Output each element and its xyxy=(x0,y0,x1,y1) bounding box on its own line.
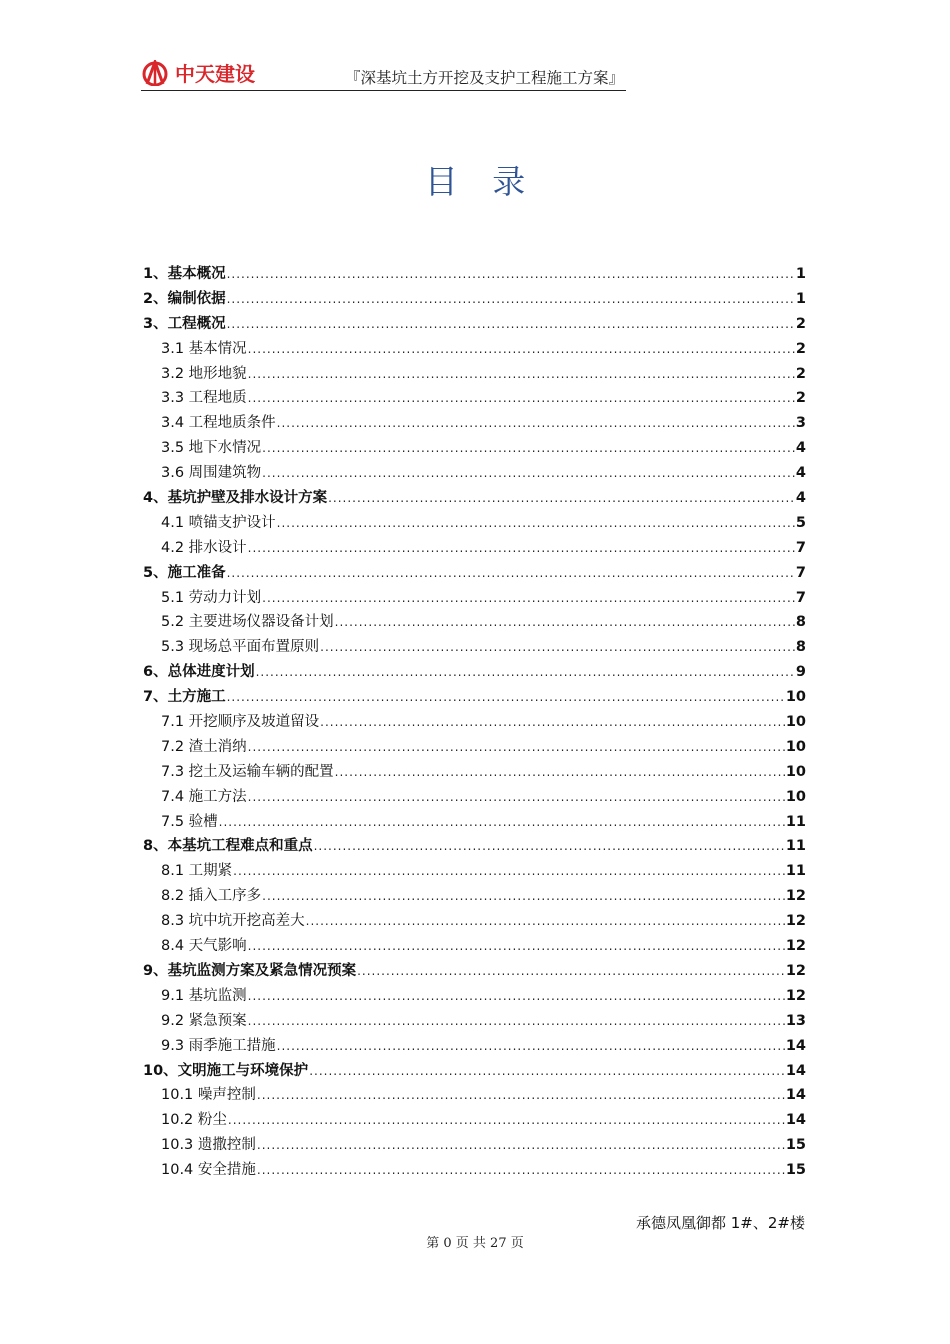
toc-leader-dots xyxy=(335,610,795,635)
toc-entry-page: 7 xyxy=(795,539,806,556)
toc-entry[interactable] xyxy=(143,735,806,760)
toc-leader-dots xyxy=(277,1034,785,1059)
toc-entry[interactable] xyxy=(143,610,806,635)
toc-entry-label: 10.1 噪声控制 xyxy=(161,1087,256,1104)
toc-entry[interactable] xyxy=(143,884,806,909)
toc-leader-dots xyxy=(248,362,795,387)
toc-entry-page: 1 xyxy=(795,290,806,307)
toc-leader-dots xyxy=(248,386,795,411)
toc-entry-page: 2 xyxy=(795,390,806,407)
toc-entry[interactable] xyxy=(143,362,806,387)
toc-entry-page: 3 xyxy=(795,415,806,432)
toc-entry-label: 10.3 遗撒控制 xyxy=(161,1137,256,1154)
toc-leader-dots xyxy=(227,312,795,337)
toc-entry-page: 14 xyxy=(785,1062,806,1079)
toc-leader-dots xyxy=(256,660,795,685)
toc-entry-label: 2、编制依据 xyxy=(143,290,226,307)
toc-entry-label: 3、工程概况 xyxy=(143,315,226,332)
toc-entry-label: 7、土方施工 xyxy=(143,689,226,706)
toc-entry-label: 3.5 地下水情况 xyxy=(161,440,262,457)
toc-leader-dots xyxy=(257,1083,785,1108)
toc-entry-page: 4 xyxy=(795,465,806,482)
toc-entry-page: 11 xyxy=(785,838,806,855)
toc-entry[interactable] xyxy=(143,1083,806,1108)
toc-leader-dots xyxy=(257,1158,785,1183)
toc-entry-label: 4.1 喷锚支护设计 xyxy=(161,514,276,531)
toc-entry[interactable] xyxy=(143,536,806,561)
toc-entry-label: 10、文明施工与环境保护 xyxy=(143,1062,309,1079)
toc-leader-dots xyxy=(227,262,795,287)
toc-entry-label: 3.6 周围建筑物 xyxy=(161,465,262,482)
toc-leader-dots xyxy=(248,1009,785,1034)
toc-leader-dots xyxy=(248,337,795,362)
toc-entry-page: 10 xyxy=(785,714,806,731)
toc-entry-page: 4 xyxy=(795,490,806,507)
toc-entry-label: 5.3 现场总平面布置原则 xyxy=(161,639,320,656)
toc-entry-page: 2 xyxy=(795,315,806,332)
toc-entry-page: 14 xyxy=(785,1037,806,1054)
toc-leader-dots xyxy=(227,685,785,710)
toc-entry-page: 7 xyxy=(795,564,806,581)
footer-page-number: 第 0 页 共 27 页 xyxy=(426,1236,524,1251)
document-title: 『深基坑土方开挖及支护工程施工方案』 xyxy=(344,69,624,87)
toc-leader-dots xyxy=(262,461,795,486)
toc-entry[interactable] xyxy=(143,386,806,411)
toc-entry-label: 10.4 安全措施 xyxy=(161,1162,256,1179)
toc-leader-dots xyxy=(357,959,785,984)
toc-leader-dots xyxy=(227,287,795,312)
toc-leader-dots xyxy=(248,785,785,810)
toc-leader-dots xyxy=(248,934,785,959)
toc-entry[interactable] xyxy=(143,959,806,984)
toc-entry-label: 8.4 天气影响 xyxy=(161,938,247,955)
toc-entry-page: 11 xyxy=(785,813,806,830)
toc-entry-label: 8、本基坑工程难点和重点 xyxy=(143,838,313,855)
toc-entry-label: 1、基本概况 xyxy=(143,266,226,282)
toc-entry[interactable] xyxy=(143,685,806,710)
toc-entry[interactable] xyxy=(143,461,806,486)
toc-entry-label: 7.1 开挖顺序及坡道留设 xyxy=(161,714,320,731)
toc-entry-label: 4、基坑护壁及排水设计方案 xyxy=(143,490,328,507)
toc-leader-dots xyxy=(227,561,795,586)
toc-entry-page: 12 xyxy=(785,913,806,930)
toc-entry-page: 10 xyxy=(785,788,806,805)
toc-entry-page: 15 xyxy=(785,1162,806,1179)
toc-leader-dots xyxy=(257,1133,785,1158)
toc-entry-label: 5、施工准备 xyxy=(143,564,226,581)
toc-entry-label: 8.2 插入工序多 xyxy=(161,888,262,905)
toc-leader-dots xyxy=(314,834,785,859)
logo-text: 中天建设 xyxy=(175,62,255,86)
toc-entry[interactable] xyxy=(143,337,806,362)
toc-leader-dots xyxy=(277,411,795,436)
toc-entry-label: 3.2 地形地貌 xyxy=(161,365,247,382)
toc-entry[interactable] xyxy=(143,586,806,611)
toc-entry-label: 3.3 工程地质 xyxy=(161,390,247,407)
toc-entry[interactable] xyxy=(143,1133,806,1158)
toc-entry[interactable] xyxy=(143,1108,806,1133)
toc-entry-label: 6、总体进度计划 xyxy=(143,664,255,681)
toc-entry-label: 7.3 挖土及运输车辆的配置 xyxy=(161,763,334,780)
toc-entry-page: 11 xyxy=(785,863,806,880)
footer-project: 承德凤凰御都 1#、2#楼 xyxy=(636,1214,805,1232)
toc-entry[interactable] xyxy=(143,760,806,785)
toc-entry[interactable] xyxy=(143,909,806,934)
toc-entry-page: 14 xyxy=(785,1112,806,1129)
toc-entry-page: 10 xyxy=(785,738,806,755)
toc-leader-dots xyxy=(309,1059,785,1084)
toc-entry-label: 9.2 紧急预案 xyxy=(161,1012,247,1029)
toc-entry[interactable] xyxy=(143,810,806,835)
toc-leader-dots xyxy=(306,909,785,934)
toc-entry[interactable] xyxy=(143,710,806,735)
toc-entry[interactable] xyxy=(143,660,806,685)
toc-entry-page: 8 xyxy=(795,614,806,631)
toc-entry[interactable] xyxy=(143,1158,806,1183)
toc-entry-page: 2 xyxy=(795,340,806,357)
toc-entry[interactable] xyxy=(143,312,806,337)
toc-entry[interactable] xyxy=(143,934,806,959)
toc-leader-dots xyxy=(277,511,795,536)
toc-entry-page: 5 xyxy=(795,514,806,531)
table-of-contents xyxy=(143,262,806,1183)
toc-entry-label: 8.3 坑中坑开挖高差大 xyxy=(161,913,305,930)
toc-leader-dots xyxy=(228,1108,785,1133)
toc-entry-page: 10 xyxy=(785,763,806,780)
toc-entry[interactable] xyxy=(143,1034,806,1059)
toc-entry-label: 7.5 验槽 xyxy=(161,813,218,830)
toc-entry-page: 15 xyxy=(785,1137,806,1154)
toc-entry[interactable] xyxy=(143,561,806,586)
toc-entry[interactable] xyxy=(143,635,806,660)
toc-entry-page: 12 xyxy=(785,987,806,1004)
toc-entry[interactable] xyxy=(143,436,806,461)
page-header xyxy=(141,52,626,91)
toc-entry-label: 5.2 主要进场仪器设备计划 xyxy=(161,614,334,631)
toc-entry[interactable] xyxy=(143,859,806,884)
toc-entry-label: 7.4 施工方法 xyxy=(161,788,247,805)
toc-entry[interactable] xyxy=(143,411,806,436)
toc-entry-page: 12 xyxy=(785,938,806,955)
toc-entry-page: 1 xyxy=(795,266,806,282)
toc-entry-label: 5.1 劳动力计划 xyxy=(161,589,262,606)
toc-leader-dots xyxy=(262,586,795,611)
toc-entry-page: 12 xyxy=(785,888,806,905)
toc-leader-dots xyxy=(219,810,785,835)
toc-entry-label: 4.2 排水设计 xyxy=(161,539,247,556)
toc-entry-page: 4 xyxy=(795,440,806,457)
toc-entry-label: 8.1 工期紧 xyxy=(161,863,233,880)
toc-entry-page: 9 xyxy=(795,664,806,681)
toc-entry[interactable] xyxy=(143,984,806,1009)
company-logo xyxy=(141,58,255,87)
toc-entry[interactable] xyxy=(143,834,806,859)
toc-entry-page: 12 xyxy=(785,962,806,979)
toc-leader-dots xyxy=(248,735,785,760)
toc-leader-dots xyxy=(248,984,785,1009)
toc-entry-label: 3.1 基本情况 xyxy=(161,340,247,357)
toc-entry-page: 14 xyxy=(785,1087,806,1104)
toc-leader-dots xyxy=(262,884,785,909)
toc-leader-dots xyxy=(328,486,795,511)
toc-entry[interactable] xyxy=(143,1009,806,1034)
toc-leader-dots xyxy=(320,635,795,660)
toc-leader-dots xyxy=(248,536,795,561)
toc-entry[interactable] xyxy=(143,785,806,810)
toc-entry-label: 9.1 基坑监测 xyxy=(161,987,247,1004)
toc-entry[interactable] xyxy=(143,262,806,287)
toc-entry-label: 10.2 粉尘 xyxy=(161,1112,227,1129)
toc-entry[interactable] xyxy=(143,287,806,312)
toc-entry-page: 13 xyxy=(785,1012,806,1029)
toc-title: 目 录 xyxy=(424,162,538,201)
toc-leader-dots xyxy=(335,760,785,785)
toc-entry[interactable] xyxy=(143,486,806,511)
toc-leader-dots xyxy=(320,710,785,735)
logo-mark-icon xyxy=(141,60,171,86)
toc-entry-page: 10 xyxy=(785,689,806,706)
toc-entry-label: 9.3 雨季施工措施 xyxy=(161,1037,276,1054)
toc-leader-dots xyxy=(233,859,785,884)
toc-entry[interactable] xyxy=(143,511,806,536)
toc-entry-label: 3.4 工程地质条件 xyxy=(161,415,276,432)
toc-leader-dots xyxy=(262,436,795,461)
toc-entry-label: 9、基坑监测方案及紧急情况预案 xyxy=(143,962,357,979)
toc-entry[interactable] xyxy=(143,1059,806,1084)
toc-entry-page: 2 xyxy=(795,365,806,382)
toc-entry-page: 8 xyxy=(795,639,806,656)
toc-entry-label: 7.2 渣土消纳 xyxy=(161,738,247,755)
toc-entry-page: 7 xyxy=(795,589,806,606)
